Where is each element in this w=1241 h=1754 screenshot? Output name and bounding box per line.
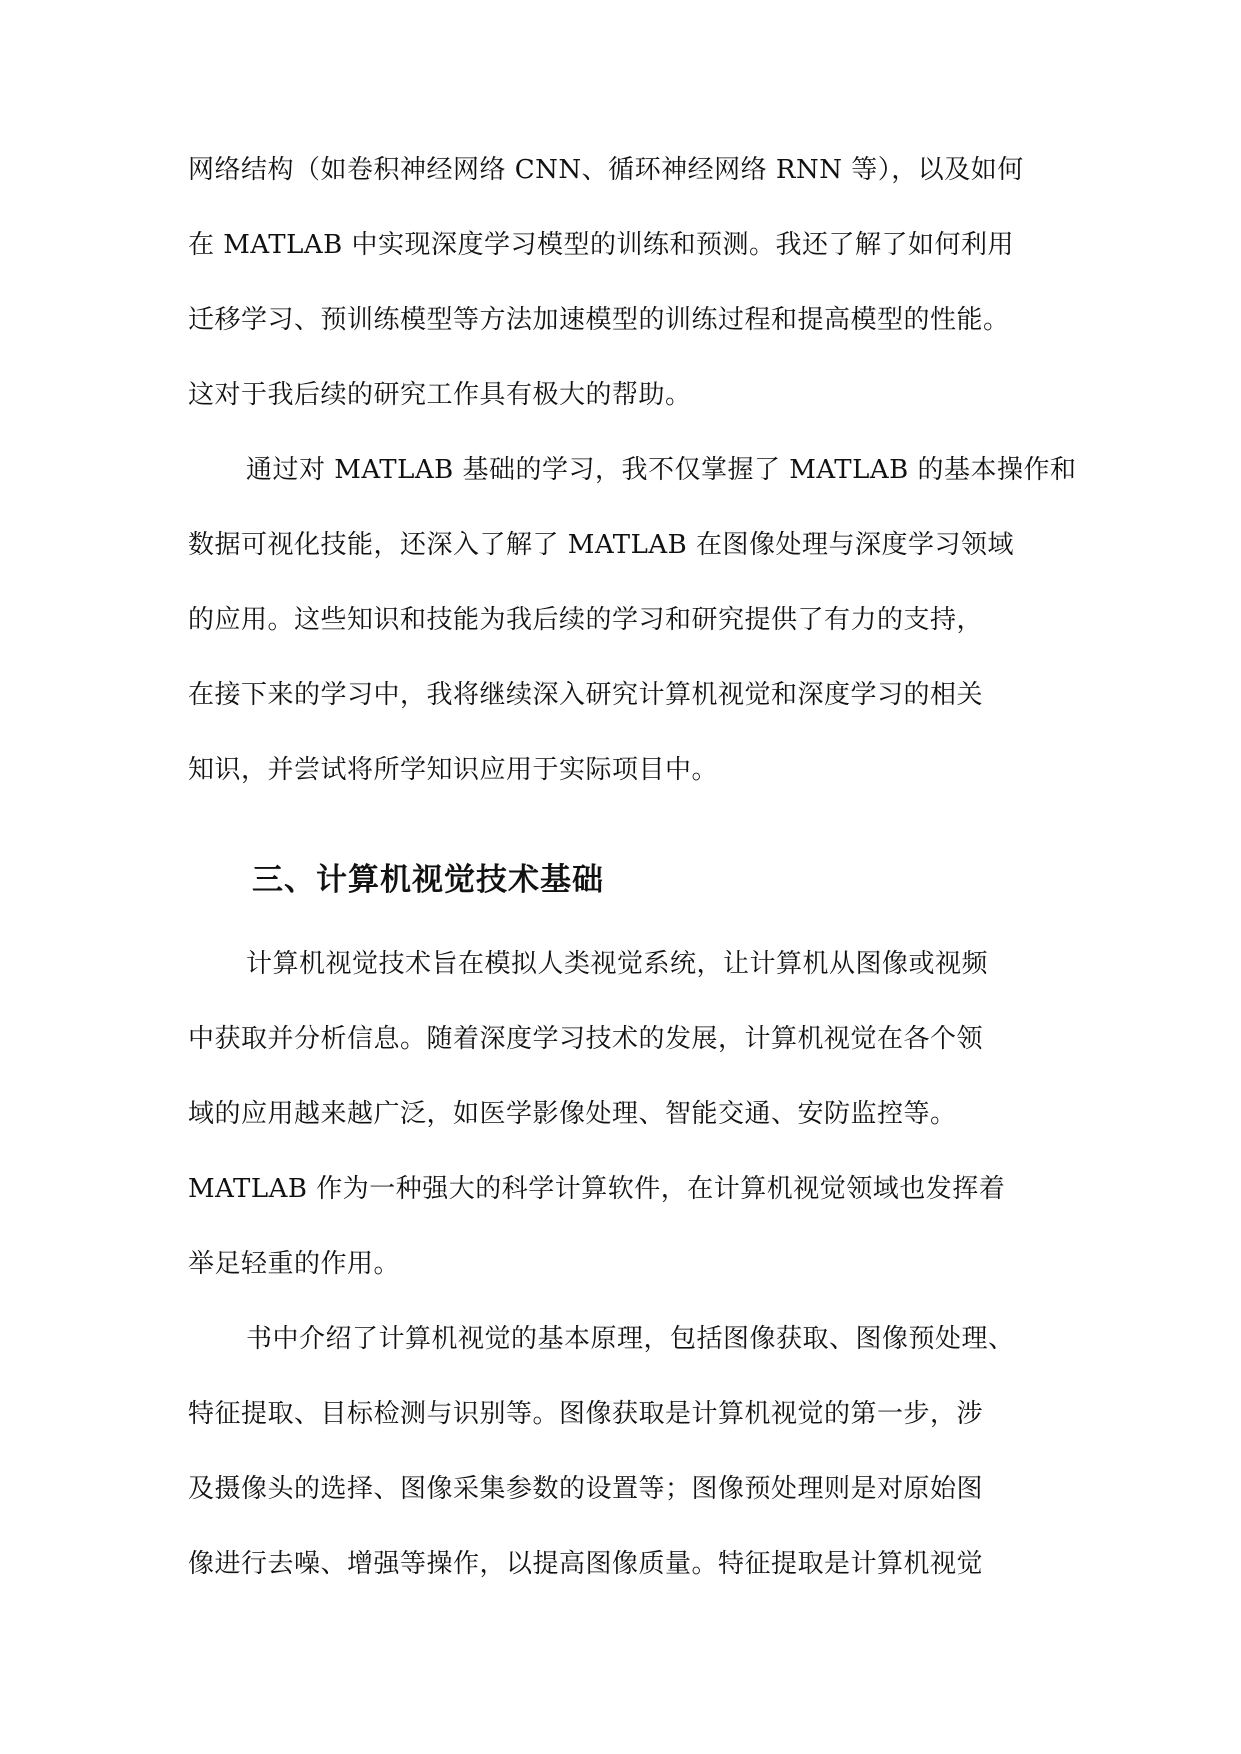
paragraph-line: MATLAB 作为一种强大的科学计算软件，在计算机视觉领域也发挥着 [188,1174,1006,1204]
paragraph-line: 通过对 MATLAB 基础的学习，我不仅掌握了 MATLAB 的基本操作和 [246,455,1077,485]
paragraph-line: 举足轻重的作用。 [188,1249,401,1279]
paragraph-line: 网络结构（如卷积神经网络 CNN、循环神经网络 RNN 等），以及如何 [188,155,1024,185]
paragraph-line: 数据可视化技能，还深入了解了 MATLAB 在图像处理与深度学习领域 [188,530,1014,560]
paragraph-line: 特征提取、目标检测与识别等。图像获取是计算机视觉的第一步，涉 [188,1399,984,1429]
paragraph-line: 及摄像头的选择、图像采集参数的设置等；图像预处理则是对原始图 [188,1474,984,1504]
section-heading: 三、计算机视觉技术基础 [252,862,604,898]
paragraph-line: 在接下来的学习中，我将继续深入研究计算机视觉和深度学习的相关 [188,680,984,710]
paragraph-line: 的应用。这些知识和技能为我后续的学习和研究提供了有力的支持， [188,605,984,635]
paragraph-line: 知识，并尝试将所学知识应用于实际项目中。 [188,755,719,785]
paragraph-line: 书中介绍了计算机视觉的基本原理，包括图像获取、图像预处理、 [246,1324,1015,1354]
paragraph-line: 迁移学习、预训练模型等方法加速模型的训练过程和提高模型的性能。 [188,305,1010,335]
paragraph-line: 像进行去噪、增强等操作，以提高图像质量。特征提取是计算机视觉 [188,1549,984,1579]
paragraph-line: 计算机视觉技术旨在模拟人类视觉系统，让计算机从图像或视频 [246,949,989,979]
paragraph-line: 这对于我后续的研究工作具有极大的帮助。 [188,380,692,410]
paragraph-line: 在 MATLAB 中实现深度学习模型的训练和预测。我还了解了如何利用 [188,230,1014,260]
paragraph-line: 中获取并分析信息。随着深度学习技术的发展，计算机视觉在各个领 [188,1024,984,1054]
paragraph-line: 域的应用越来越广泛，如医学影像处理、智能交通、安防监控等。 [188,1099,957,1129]
